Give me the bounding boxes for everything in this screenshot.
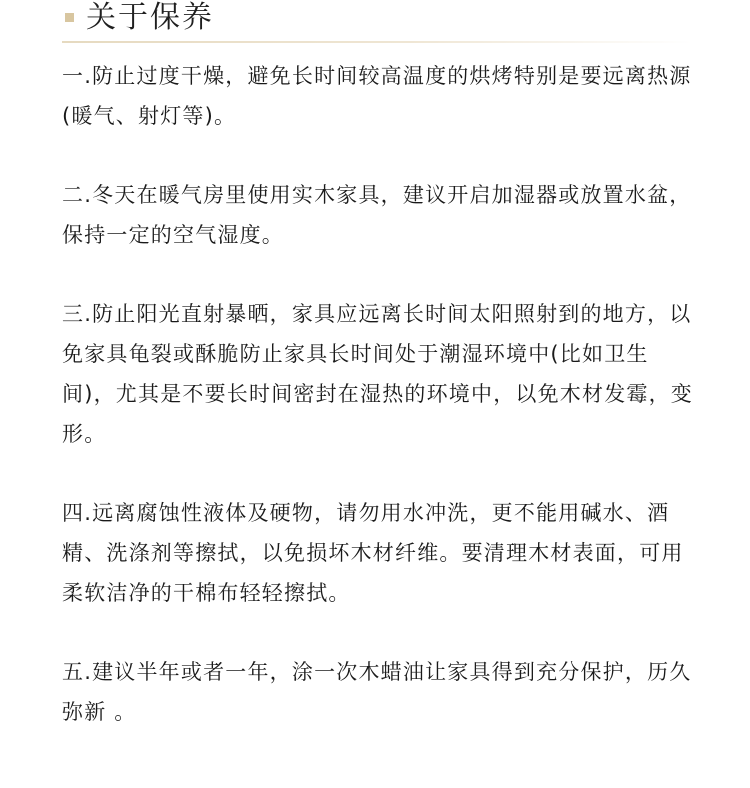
section-title: 关于保养 xyxy=(86,0,214,35)
care-instructions xyxy=(62,56,702,771)
care-item-4: 四.远离腐蚀性液体及硬物，请勿用水冲洗，更不能用碱水、酒精、洗涤剂等擦拭，以免损坏木材纤维。要清理木材表面，可用柔软洁净的干棉布轻轻擦拭。 xyxy=(62,501,684,605)
care-item-1: 一.防止过度干燥，避免长时间较高温度的烘烤特别是要远离热源(暖气、射灯等)。 xyxy=(62,64,692,128)
care-item-3: 三.防止阳光直射暴晒，家具应远离长时间太阳照射到的地方，以免家具龟裂或酥脆防止家具长时间处于潮湿环境中(比如卫生间)，尤其是不要长时间密封在湿热的环境中，以免木材发霉，变形。 xyxy=(62,302,693,446)
care-item-2: 二.冬天在暖气房里使用实木家具，建议开启加湿器或放置水盆，保持一定的空气湿度。 xyxy=(62,183,692,247)
care-item-5: 五.建议半年或者一年，涂一次木蜡油让家具得到充分保护，历久弥新 。 xyxy=(62,660,692,724)
section-header xyxy=(62,0,694,40)
square-bullet-icon xyxy=(65,13,74,22)
header-divider xyxy=(62,41,692,43)
